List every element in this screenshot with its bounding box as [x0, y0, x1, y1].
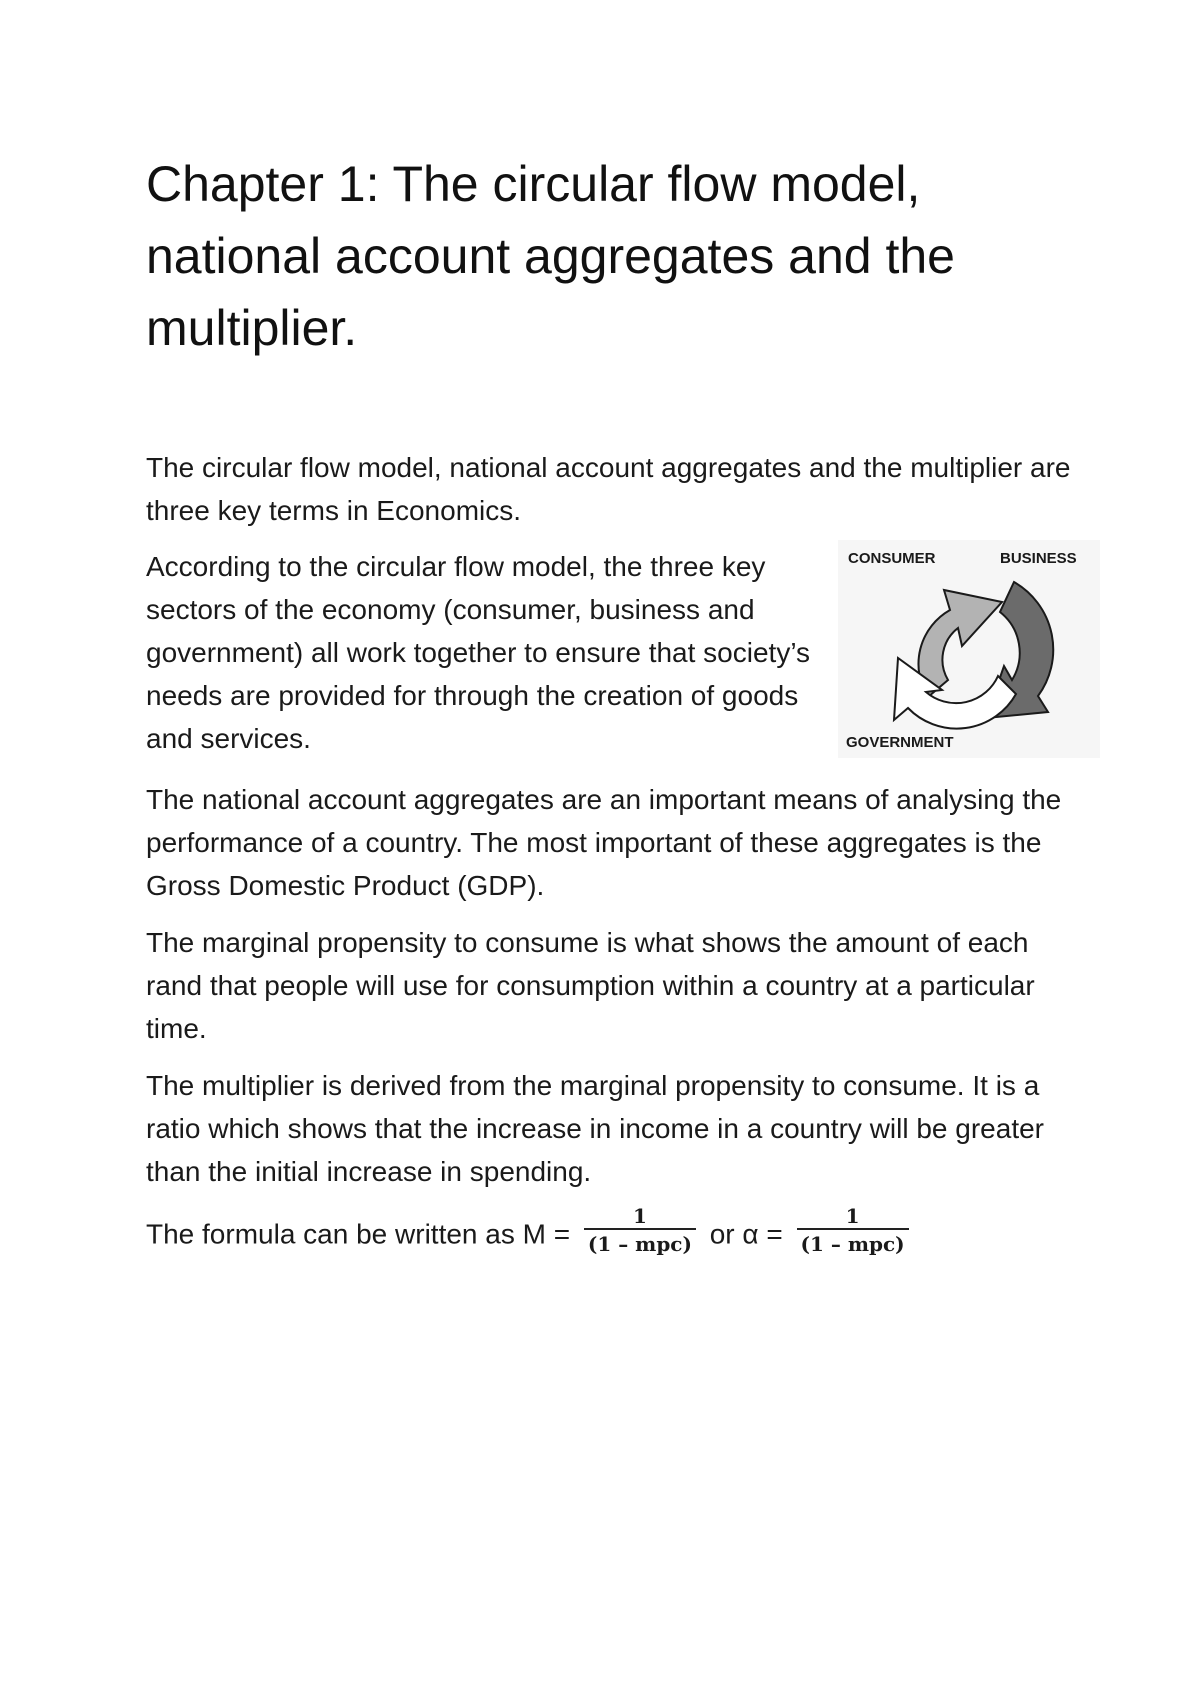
government-arrow — [894, 658, 1016, 729]
business-label: BUSINESS — [1000, 550, 1077, 567]
page-title: Chapter 1: The circular flow model, national account aggregates and the multiplier. — [146, 156, 955, 356]
mpc-paragraph: The marginal propensity to consume is what shows the amount of each rand that people will use for consumption within a country at a particular time. — [146, 927, 1035, 1044]
circular-flow-arrows — [838, 540, 1100, 758]
multiplier-fraction-1 — [584, 1204, 696, 1256]
fraction-2-numerator: 1 — [845, 1204, 860, 1228]
intro-paragraph: The circular flow model, national account aggregates and the multiplier are three key terms in Economics. — [146, 452, 1071, 526]
formula-middle: or α = — [709, 1218, 783, 1250]
multiplier-paragraph: The multiplier is derived from the marginal propensity to consume. It is a ratio which shows that the increase in income in a country will be greater than the initial increase in spending. — [146, 1070, 1044, 1187]
consumer-label: CONSUMER — [848, 550, 936, 567]
circular-flow-paragraph: According to the circular flow model, the three key sectors of the economy (consumer, business and government) all work together to ensure that society’s needs are provided for through the creation of goods and services. — [146, 551, 811, 754]
circular-flow-diagram — [838, 540, 1100, 758]
fraction-1-denominator: (1 – mpc) — [584, 1228, 696, 1256]
formula-prefix: The formula can be written as M = — [146, 1218, 571, 1250]
formula-line — [146, 1204, 915, 1262]
multiplier-fraction-2 — [797, 1204, 909, 1256]
fraction-2-denominator: (1 – mpc) — [797, 1228, 909, 1256]
aggregates-paragraph: The national account aggregates are an important means of analysing the performance of a country. The most important of these aggregates is the Gross Domestic Product (GDP). — [146, 784, 1062, 901]
government-label: GOVERNMENT — [846, 734, 954, 751]
fraction-1-numerator: 1 — [632, 1204, 647, 1228]
